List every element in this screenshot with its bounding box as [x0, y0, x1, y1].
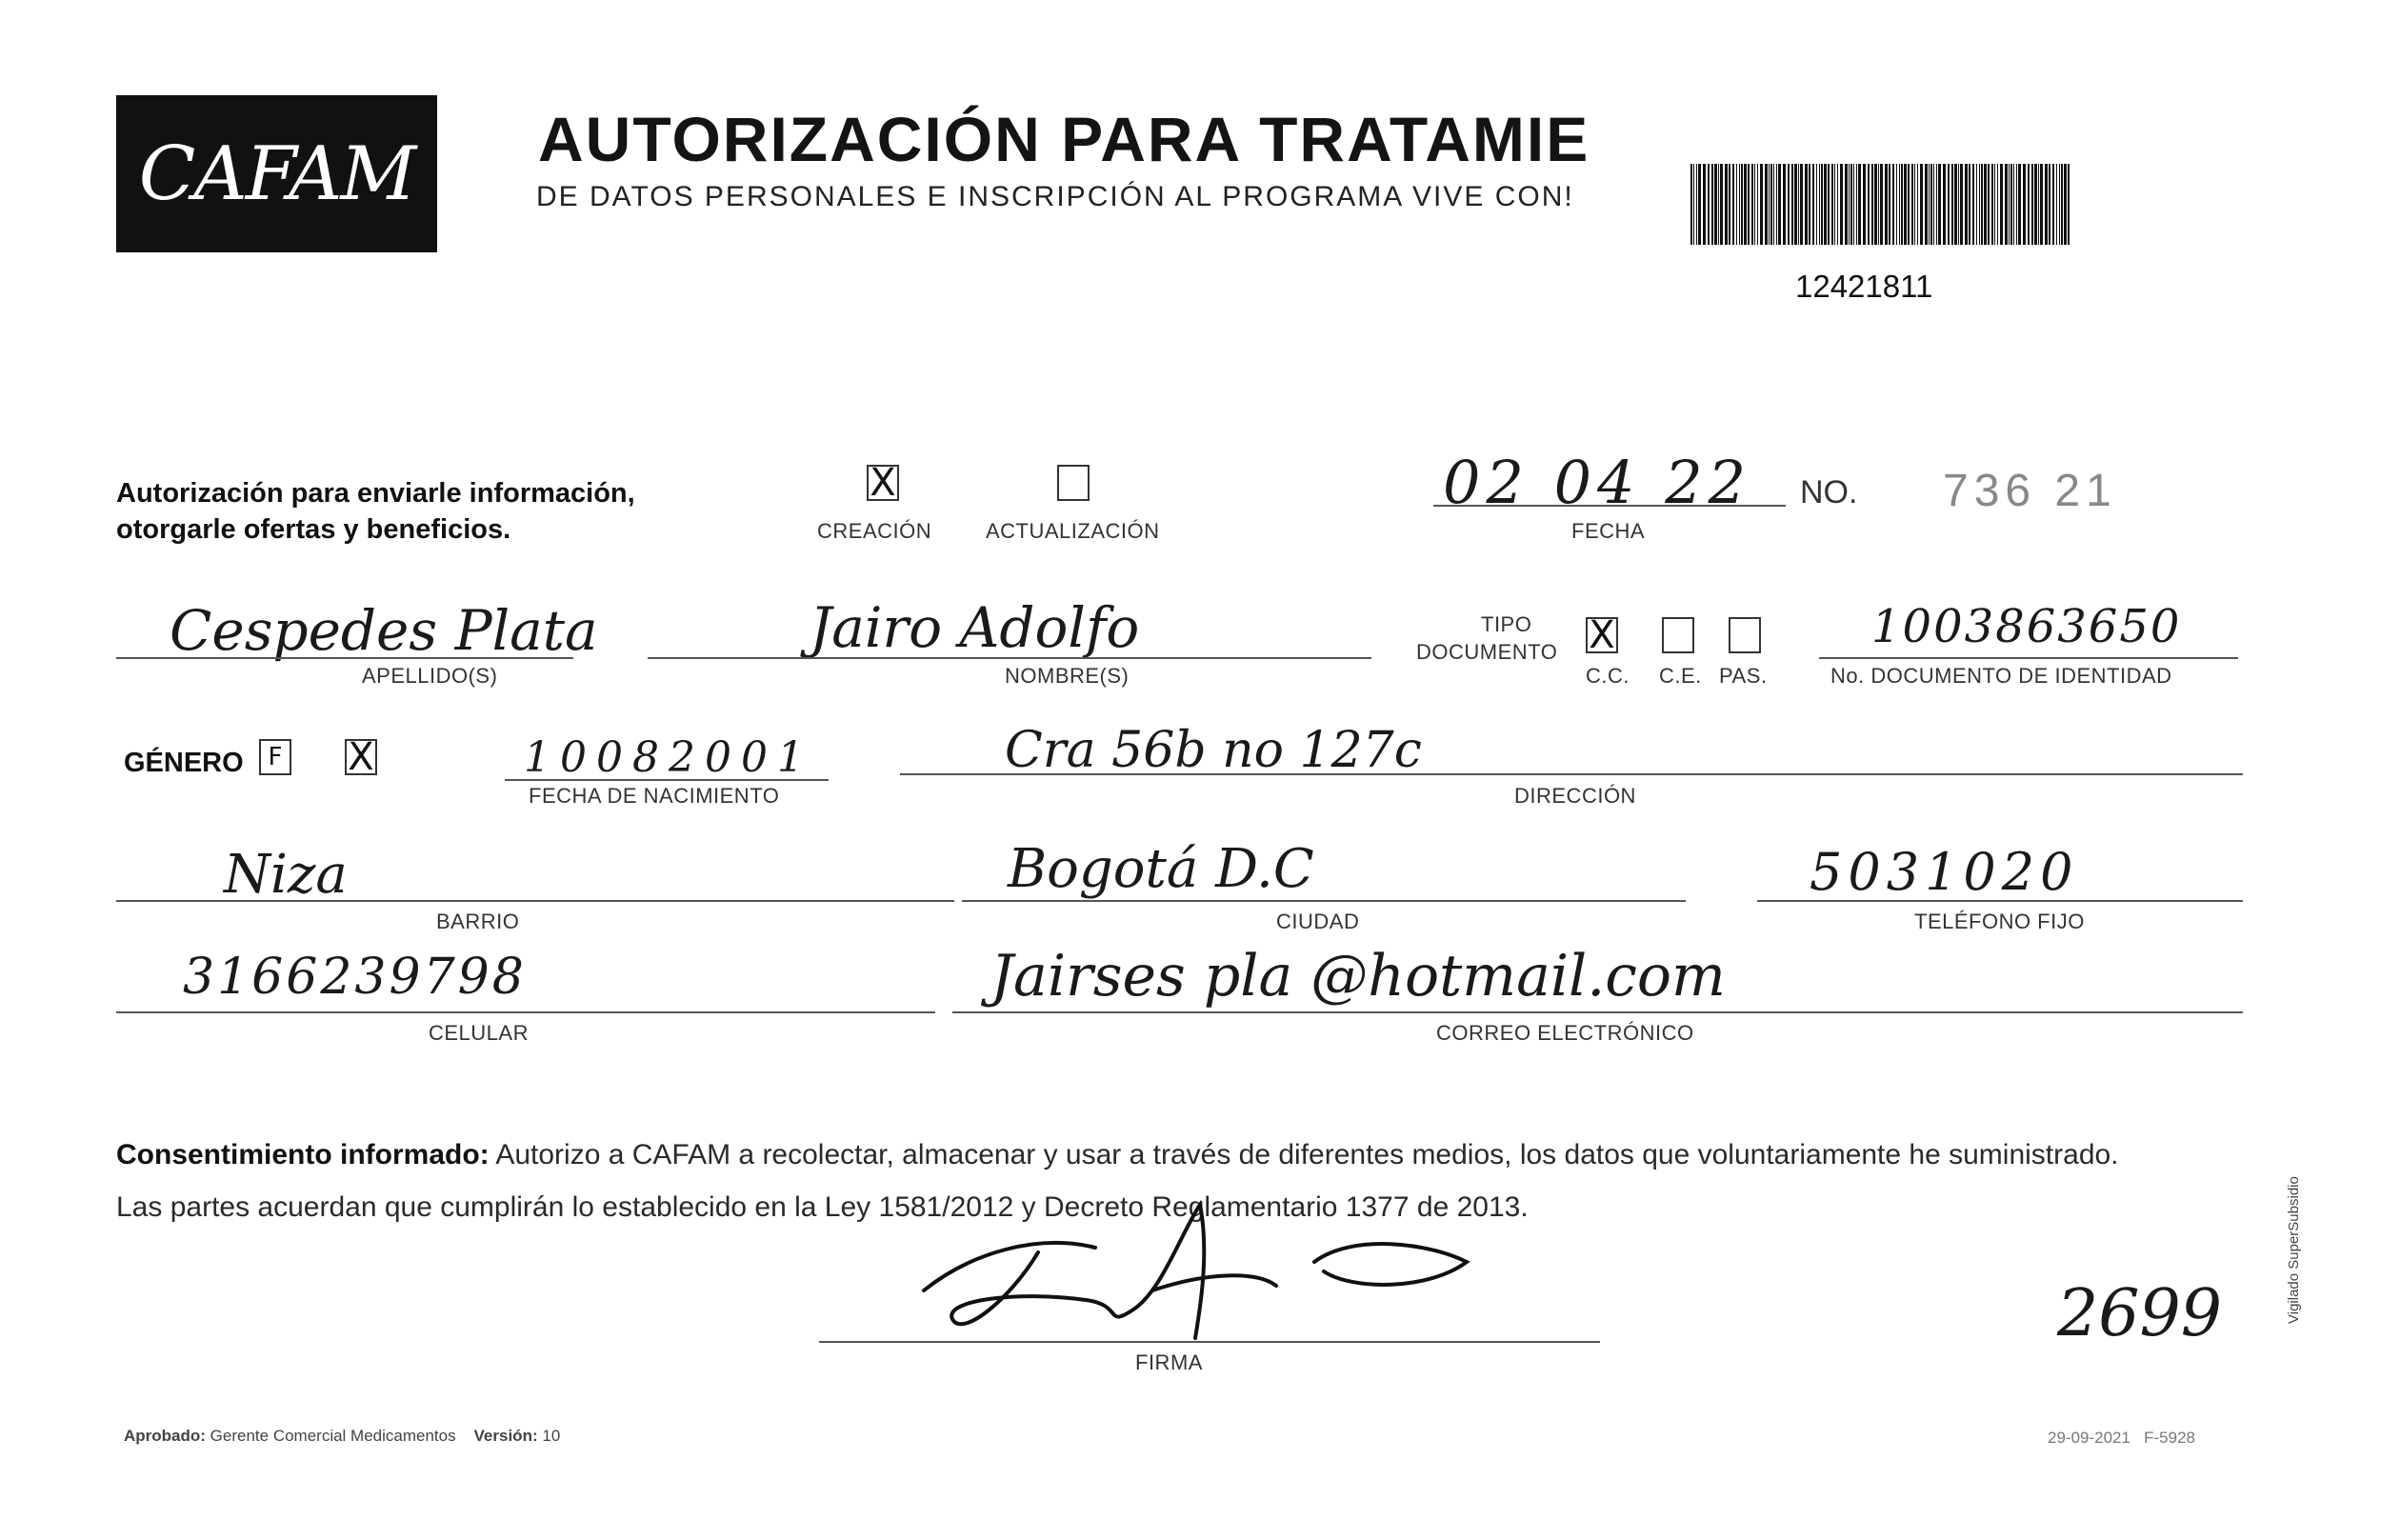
signature-line [819, 1341, 1600, 1343]
celular-value[interactable]: 3166239798 [183, 949, 527, 1006]
consent-text-2: Las partes acuerdan que cumplirán lo establecido en la Ley 1581/2012 y Decreto Reglamentario 1377 de 2013. [116, 1191, 1529, 1223]
cc-mark: X [1589, 613, 1615, 657]
address-line [900, 773, 2243, 775]
consent-bold: Consentimiento informado: [116, 1139, 490, 1170]
genero-label: GÉNERO [124, 748, 244, 778]
address-value[interactable]: Cra 56b no 127c [1005, 722, 1422, 779]
ciudad-line [962, 900, 1686, 902]
genero-f-label: F [268, 743, 283, 771]
authorization-line-2: otorgarle ofertas y beneficios. [116, 514, 511, 545]
pas-label: PAS. [1719, 664, 1768, 688]
ciudad-value[interactable]: Bogotá D.C [1008, 838, 1314, 900]
celular-line [116, 1011, 935, 1013]
no-label: NO. [1800, 474, 1858, 510]
document-title: AUTORIZACIÓN PARA TRATAMIE [538, 104, 1590, 174]
genero-f-checkbox[interactable] [259, 739, 291, 775]
barrio-label: BARRIO [436, 910, 520, 933]
version-label: Versión: [473, 1427, 538, 1445]
genero-m-checkbox[interactable] [345, 735, 377, 779]
ce-label: C.E. [1659, 664, 1702, 688]
no-value: 736 21 [1943, 466, 2117, 516]
aprobado-label: Aprobado: [124, 1427, 206, 1445]
date-line [1433, 505, 1786, 507]
cafam-logo [116, 95, 437, 252]
creacion-label: CREACIÓN [817, 519, 932, 543]
actualizacion-label: ACTUALIZACIÓN [986, 519, 1160, 543]
date-value[interactable]: 02 04 22 [1443, 448, 1752, 517]
ce-checkbox[interactable] [1662, 617, 1694, 653]
nombres-line [648, 657, 1371, 659]
nombres-value[interactable]: Jairo Adolfo [810, 595, 1140, 660]
actualizacion-checkbox[interactable] [1057, 465, 1090, 501]
address-label: DIRECCIÓN [1514, 784, 1636, 808]
apellidos-label: APELLIDO(S) [362, 664, 498, 688]
barcode [1690, 164, 2076, 245]
tipo-label-2: DOCUMENTO [1416, 640, 1558, 664]
birth-date-line [505, 779, 829, 781]
doc-number-line [1819, 657, 2238, 659]
version-value: 10 [542, 1427, 561, 1445]
authorization-line-1: Autorización para enviarle información, [116, 478, 635, 509]
email-line [952, 1011, 2243, 1013]
barrio-line [116, 900, 954, 902]
date-label: FECHA [1571, 519, 1646, 543]
handwritten-number: 2699 [2057, 1276, 2223, 1351]
apellidos-value[interactable]: Cespedes Plata [170, 598, 598, 663]
signature-label: FIRMA [1135, 1350, 1203, 1374]
document-subtitle: DE DATOS PERSONALES E INSCRIPCIÓN AL PROGRAMA VIVE CON! [536, 181, 1574, 212]
creacion-checkbox[interactable] [867, 461, 899, 505]
cc-checkbox[interactable] [1586, 613, 1618, 657]
footer-right [2048, 1429, 2195, 1448]
pas-checkbox[interactable] [1729, 617, 1761, 653]
logo-text: CAFAM [138, 130, 415, 217]
apellidos-line [116, 657, 573, 659]
signature [895, 1195, 1486, 1376]
footer-code: F-5928 [2144, 1429, 2196, 1447]
footer-date-code: 29-09-2021 [2048, 1429, 2130, 1447]
consent-text-1: Autorizo a CAFAM a recolectar, almacenar y usar a través de diferentes medios, los datos que voluntariamente he suministrado. [489, 1139, 2119, 1170]
cc-label: C.C. [1586, 664, 1630, 688]
celular-label: CELULAR [429, 1021, 529, 1045]
doc-number-value[interactable]: 1003863650 [1871, 600, 2182, 653]
genero-m-mark: X [348, 735, 374, 779]
nombres-label: NOMBRE(S) [1005, 664, 1130, 688]
vigilado-text: Vigilado SuperSubsidio [2286, 1176, 2302, 1324]
doc-number-label: No. DOCUMENTO DE IDENTIDAD [1830, 664, 2172, 688]
barrio-value[interactable]: Niza [224, 844, 348, 906]
birth-date-label: FECHA DE NACIMIENTO [529, 784, 780, 808]
email-value[interactable]: Jairses pla @hotmail.com [990, 943, 1726, 1010]
email-label: CORREO ELECTRÓNICO [1436, 1021, 1694, 1045]
ciudad-label: CIUDAD [1276, 910, 1360, 933]
telefono-label: TELÉFONO FIJO [1914, 910, 2085, 933]
creacion-mark: X [870, 461, 896, 505]
footer-left [124, 1427, 560, 1446]
tipo-label-1: TIPO [1481, 612, 1532, 636]
telefono-value[interactable]: 5031020 [1810, 842, 2079, 902]
birth-date-value[interactable]: 10082001 [524, 733, 813, 782]
telefono-line [1757, 900, 2243, 902]
barcode-number: 12421811 [1795, 269, 1933, 304]
aprobado-value: Gerente Comercial Medicamentos [210, 1427, 456, 1445]
